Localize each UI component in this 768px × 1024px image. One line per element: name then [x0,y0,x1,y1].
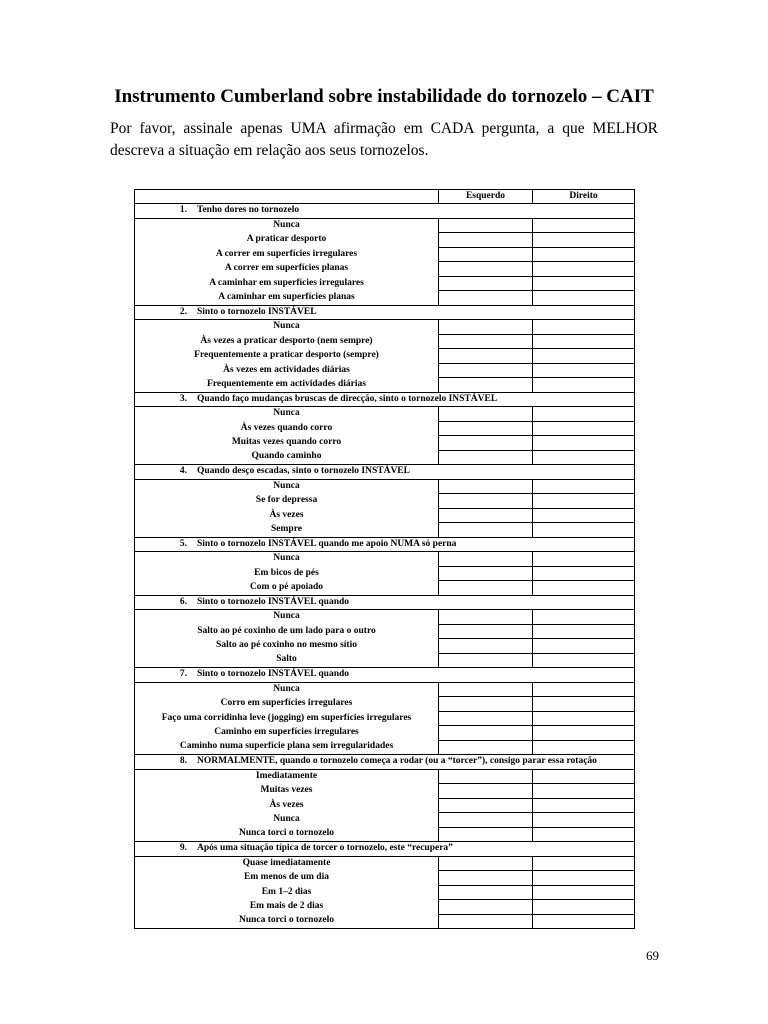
left-ankle-answer-cell[interactable] [439,247,533,262]
question-cell [135,465,439,480]
right-ankle-answer-cell[interactable] [533,885,635,900]
question-number: 5. [179,538,187,549]
option-row [135,581,635,596]
header-blank-cell [135,190,439,204]
option-row [135,653,635,668]
option-row [135,450,635,465]
question-filler-left [439,668,533,683]
option-label: Nunca torci o tornozelo [135,827,439,842]
right-ankle-answer-cell[interactable] [533,407,635,422]
option-row [135,334,635,349]
right-ankle-answer-cell[interactable] [533,378,635,393]
question-wrapper [135,843,453,853]
left-ankle-answer-cell[interactable] [439,914,533,929]
option-row [135,740,635,755]
option-row [135,262,635,277]
question-cell [135,842,453,857]
option-label: Salto ao pé coxinho no mesmo sítio [135,639,439,654]
right-ankle-answer-cell[interactable] [533,726,635,741]
right-ankle-answer-cell[interactable] [533,798,635,813]
option-row [135,508,635,523]
question-row [135,204,635,219]
option-row [135,523,635,538]
option-row [135,900,635,915]
header-left-ankle: Esquerdo [439,190,533,204]
right-ankle-answer-cell[interactable] [533,320,635,335]
option-label: Salto ao pé coxinho de um lado para o outro [135,624,439,639]
question-wrapper [135,756,597,766]
question-cell [135,392,498,407]
option-row [135,421,635,436]
option-row [135,871,635,886]
question-row [135,465,635,480]
right-ankle-answer-cell[interactable] [533,769,635,784]
question-filler-right [533,668,635,683]
left-ankle-answer-cell[interactable] [439,697,533,712]
option-row [135,798,635,813]
question-row [135,668,635,683]
option-row [135,276,635,291]
option-row [135,856,635,871]
question-filler-right [533,392,635,407]
option-row [135,218,635,233]
option-row [135,233,635,248]
option-row [135,320,635,335]
right-ankle-answer-cell[interactable] [533,566,635,581]
header-right-ankle: Direito [533,190,635,204]
question-text: Sinto o tornozelo INSTÁVEL quando me apoio NUMA só perna [197,538,457,549]
right-ankle-answer-cell[interactable] [533,827,635,842]
option-row [135,885,635,900]
left-ankle-answer-cell[interactable] [439,378,533,393]
right-ankle-answer-cell[interactable] [533,436,635,451]
question-text: Sinto o tornozelo INSTÁVEL [197,306,317,317]
cait-questionnaire-table [134,189,635,929]
left-ankle-answer-cell[interactable] [439,479,533,494]
left-ankle-answer-cell[interactable] [439,798,533,813]
option-row [135,247,635,262]
left-ankle-answer-cell[interactable] [439,813,533,828]
left-ankle-answer-cell[interactable] [439,218,533,233]
left-ankle-answer-cell[interactable] [439,276,533,291]
left-ankle-answer-cell[interactable] [439,784,533,799]
question-text: Sinto o tornozelo INSTÁVEL quando [197,596,350,607]
option-label: Em mais de 2 dias [135,900,439,915]
question-text: Após uma situação típica de torcer o tornozelo, este “recupera” [197,843,453,853]
option-row [135,624,635,639]
right-ankle-answer-cell[interactable] [533,914,635,929]
right-ankle-answer-cell[interactable] [533,508,635,523]
left-ankle-answer-cell[interactable] [439,885,533,900]
left-ankle-answer-cell[interactable] [439,827,533,842]
left-ankle-answer-cell[interactable] [439,871,533,886]
option-label: Com o pé apoiado [135,581,439,596]
left-ankle-answer-cell[interactable] [439,349,533,364]
option-label: Quase imediatamente [135,856,439,871]
question-text: Quando desço escadas, sinto o tornozelo INSTÁVEL [197,466,410,476]
question-filler-right [533,842,635,857]
left-ankle-answer-cell[interactable] [439,421,533,436]
right-ankle-answer-cell[interactable] [533,421,635,436]
option-row [135,552,635,567]
option-row [135,349,635,364]
right-ankle-answer-cell[interactable] [533,247,635,262]
left-ankle-answer-cell[interactable] [439,508,533,523]
option-label: Em bicos de pés [135,566,439,581]
left-ankle-answer-cell[interactable] [439,233,533,248]
question-wrapper [135,466,410,476]
question-number: 3. [179,393,187,404]
option-label: Faço uma corridinha leve (jogging) em superfícies irregulares [135,711,439,726]
left-ankle-answer-cell[interactable] [439,523,533,538]
option-label: A correr em superfícies planas [135,262,439,277]
left-ankle-answer-cell[interactable] [439,291,533,306]
question-cell [135,668,439,683]
option-label: Nunca [135,479,439,494]
option-label: A praticar desporto [135,233,439,248]
option-label: Em menos de um dia [135,871,439,886]
right-ankle-answer-cell[interactable] [533,581,635,596]
option-label: Imediatamente [135,769,439,784]
right-ankle-answer-cell[interactable] [533,334,635,349]
question-row [135,537,635,552]
right-ankle-answer-cell[interactable] [533,624,635,639]
option-row [135,291,635,306]
right-ankle-answer-cell[interactable] [533,740,635,755]
left-ankle-answer-cell[interactable] [439,639,533,654]
question-cell [135,595,439,610]
instructions-text: Por favor, assinale apenas UMA afirmação em CADA pergunta, a que MELHOR descreva a situação em relação aos seus tornozelos. [110,120,658,159]
question-wrapper [135,394,497,404]
question-cell [135,537,457,552]
left-ankle-answer-cell[interactable] [439,262,533,277]
option-row [135,711,635,726]
option-row [135,378,635,393]
question-filler-right [533,305,635,320]
question-filler-left [439,465,533,480]
right-ankle-answer-cell[interactable] [533,711,635,726]
left-ankle-answer-cell[interactable] [439,494,533,509]
page-number: 69 [646,948,659,963]
option-label: Caminho numa superfície plana sem irregularidades [135,740,439,755]
question-text: Tenho dores no tornozelo [197,205,300,215]
right-ankle-answer-cell[interactable] [533,697,635,712]
question-row [135,755,635,770]
question-text: Sinto o tornozelo INSTÁVEL quando [197,669,350,679]
question-number: 1. [179,205,187,215]
question-wrapper [135,539,456,549]
question-number: 2. [179,306,187,317]
right-ankle-answer-cell[interactable] [533,349,635,364]
question-wrapper [135,205,299,215]
option-label: Se for depressa [135,494,439,509]
option-label: Em 1–2 dias [135,885,439,900]
question-cell [135,305,439,320]
option-label: A correr em superfícies irregulares [135,247,439,262]
option-row [135,494,635,509]
question-row [135,392,635,407]
option-label: Nunca torci o tornozelo [135,914,439,929]
right-ankle-answer-cell[interactable] [533,363,635,378]
questions-body [135,204,635,929]
option-label: Às vezes em actividades diárias [135,363,439,378]
left-ankle-answer-cell[interactable] [439,566,533,581]
option-row [135,363,635,378]
right-ankle-answer-cell[interactable] [533,523,635,538]
option-row [135,784,635,799]
question-number: 8. [179,756,187,766]
option-label: Nunca [135,813,439,828]
right-ankle-answer-cell[interactable] [533,900,635,915]
left-ankle-answer-cell[interactable] [439,624,533,639]
left-ankle-answer-cell[interactable] [439,407,533,422]
option-row [135,639,635,654]
option-row [135,566,635,581]
question-cell [135,755,597,770]
left-ankle-answer-cell[interactable] [439,363,533,378]
left-ankle-answer-cell[interactable] [439,610,533,625]
question-wrapper [135,307,317,317]
option-row [135,479,635,494]
question-filler-right [533,465,635,480]
right-ankle-answer-cell[interactable] [533,813,635,828]
option-label: Às vezes [135,508,439,523]
right-ankle-answer-cell[interactable] [533,552,635,567]
option-label: Nunca [135,320,439,335]
question-number: 7. [179,669,187,679]
option-row [135,827,635,842]
option-label: Nunca [135,682,439,697]
question-filler-left [439,204,533,219]
option-row [135,436,635,451]
option-row [135,914,635,929]
question-text: Quando faço mudanças bruscas de direcção, sinto o tornozelo INSTÁVEL [197,393,498,404]
option-label: Nunca [135,552,439,567]
option-label: Quando caminho [135,450,439,465]
question-number: 4. [179,466,187,476]
right-ankle-answer-cell[interactable] [533,871,635,886]
right-ankle-answer-cell[interactable] [533,450,635,465]
option-row [135,682,635,697]
question-wrapper [135,669,349,679]
right-ankle-answer-cell[interactable] [533,610,635,625]
right-ankle-answer-cell[interactable] [533,653,635,668]
right-ankle-answer-cell[interactable] [533,291,635,306]
option-label: Salto [135,653,439,668]
option-label: Sempre [135,523,439,538]
option-label: Corro em superfícies irregulares [135,697,439,712]
right-ankle-answer-cell[interactable] [533,276,635,291]
option-label: A caminhar em superfícies irregulares [135,276,439,291]
left-ankle-answer-cell[interactable] [439,769,533,784]
option-label: Às vezes a praticar desporto (nem sempre) [135,334,439,349]
left-ankle-answer-cell[interactable] [439,740,533,755]
option-label: Nunca [135,610,439,625]
question-row [135,305,635,320]
option-row [135,407,635,422]
right-ankle-answer-cell[interactable] [533,479,635,494]
option-label: Caminho em superfícies irregulares [135,726,439,741]
question-row [135,842,635,857]
question-filler-left [439,305,533,320]
left-ankle-answer-cell[interactable] [439,581,533,596]
right-ankle-answer-cell[interactable] [533,218,635,233]
question-number: 6. [179,596,187,607]
option-label: Muitas vezes quando corro [135,436,439,451]
question-row [135,595,635,610]
option-row [135,813,635,828]
right-ankle-answer-cell[interactable] [533,856,635,871]
option-row [135,697,635,712]
left-ankle-answer-cell[interactable] [439,320,533,335]
left-ankle-answer-cell[interactable] [439,711,533,726]
option-row [135,769,635,784]
left-ankle-answer-cell[interactable] [439,552,533,567]
right-ankle-answer-cell[interactable] [533,682,635,697]
left-ankle-answer-cell[interactable] [439,900,533,915]
left-ankle-answer-cell[interactable] [439,653,533,668]
page-title: Instrumento Cumberland sobre instabilidade do tornozelo – CAIT [114,86,654,107]
question-filler-left [439,595,533,610]
question-text: NORMALMENTE, quando o tornozelo começa a rodar (ou a “torcer”), consigo parar essa rotação [197,756,597,766]
option-label: Nunca [135,407,439,422]
right-ankle-answer-cell[interactable] [533,233,635,248]
question-filler-right [533,595,635,610]
table-header-row [135,190,635,204]
right-ankle-answer-cell[interactable] [533,494,635,509]
left-ankle-answer-cell[interactable] [439,334,533,349]
right-ankle-answer-cell[interactable] [533,639,635,654]
question-wrapper [135,597,349,607]
option-label: Às vezes [135,798,439,813]
right-ankle-answer-cell[interactable] [533,262,635,277]
left-ankle-answer-cell[interactable] [439,436,533,451]
left-ankle-answer-cell[interactable] [439,450,533,465]
option-row [135,610,635,625]
question-filler-right [533,537,635,552]
question-filler-right [533,204,635,219]
question-cell [135,204,439,219]
right-ankle-answer-cell[interactable] [533,784,635,799]
option-label: A caminhar em superfícies planas [135,291,439,306]
option-label: Muitas vezes [135,784,439,799]
option-label: Frequentemente a praticar desporto (sempre) [135,349,439,364]
question-number: 9. [179,843,187,853]
left-ankle-answer-cell[interactable] [439,682,533,697]
option-label: Nunca [135,218,439,233]
left-ankle-answer-cell[interactable] [439,726,533,741]
option-label: Às vezes quando corro [135,421,439,436]
option-label: Frequentemente em actividades diárias [135,378,439,393]
option-row [135,726,635,741]
left-ankle-answer-cell[interactable] [439,856,533,871]
